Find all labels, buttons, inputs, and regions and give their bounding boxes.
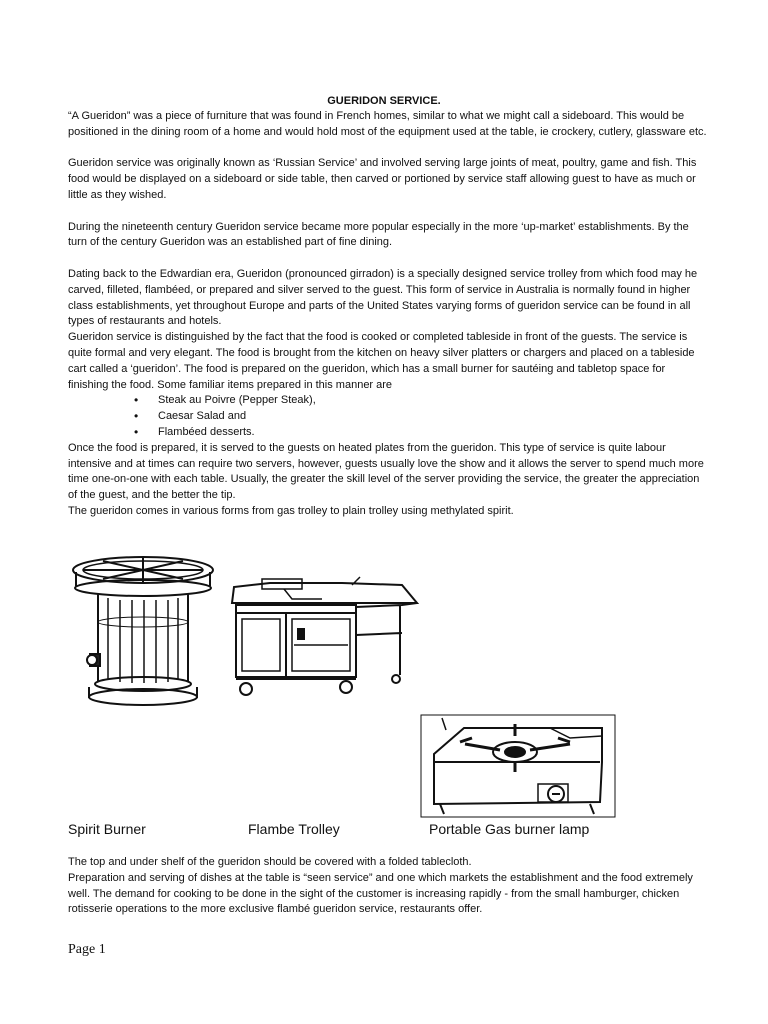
document-title: GUERIDON SERVICE. <box>327 95 441 107</box>
body-text-bottom <box>68 855 708 918</box>
paragraph-tablecloth: The top and under shelf of the gueridon should be covered with a folded tablecloth. <box>68 856 472 868</box>
dish-list <box>68 393 708 440</box>
caption-flambe-trolley: Flambe Trolley <box>248 821 340 837</box>
list-item: • Flambéed desserts. <box>68 425 708 441</box>
paragraph-serving: Once the food is prepared, it is served to the guests on heated plates from the gueridon. This type of service is quite labour intensive and at times can require two servers, however, guests usually love the show and it allows the server to spend much more time one-on-one with each table. Usually, the greater the skill level of the server providing the service, the greater the appreciation of the guest, and the better the tip. <box>68 441 704 502</box>
paragraph-gueridon-definition: “A Gueridon” was a piece of furniture that was found in French homes, similar to what we might call a sideboard. This would be positioned in the dining room of a home and would hold most of the equipment used at the table, ie crockery, cutlery, glassware etc. <box>68 110 707 138</box>
paragraph-russian-service: Gueridon service was originally known as ‘Russian Service’ and involved serving large joints of meat, poultry, game and fish. This food would be displayed on a sideboard or side table, then carved or portioned by service staff allowing guest to have as much or little as they wished. <box>68 157 697 201</box>
body-text-top <box>68 109 708 520</box>
paragraph-forms: The gueridon comes in various forms from gas trolley to plain trolley using methylated spirit. <box>68 504 514 517</box>
paragraph-edwardian-era: Dating back to the Edwardian era, Gueridon (pronounced girradon) is a specially designed service trolley from which food may he carved, filleted, flambéed, or prepared and silver served to the guest. This form of service in Australia is normally found in higher class establishments, yet throughout Europe and parts of the United States varying forms of gueridon service can be found in all types of restaurants and hotels. <box>68 267 698 328</box>
page-number: Page 1 <box>68 942 106 957</box>
list-item: • Steak au Poivre (Pepper Steak), <box>68 393 708 409</box>
list-item: • Caesar Salad and <box>68 409 708 425</box>
gas-burner-illustration <box>420 714 616 818</box>
caption-gas-burner: Portable Gas burner lamp <box>429 821 590 837</box>
spirit-burner-illustration <box>68 552 218 712</box>
paragraph-tableside: Gueridon service is distinguished by the fact that the food is cooked or completed tableside in front of the guests. The service is quite formal and very elegant. The food is brought from the kitchen on heavy silver platters or chargers and placed on a tableside cart called a ‘gueridon’. The food is prepared on the gueridon, which has a small burner for sautéing and tabletop space for finishing the food. Some familiar items prepared in this manner are <box>68 331 695 391</box>
flambe-trolley-illustration <box>222 575 422 700</box>
paragraph-nineteenth-century: During the nineteenth century Gueridon service became more popular especially in the more ‘up-market’ establishments. By the turn of the century Gueridon was an established part of fine dining. <box>68 220 689 249</box>
paragraph-seen-service: Preparation and serving of dishes at the table is “seen service” and one which markets the establishment and the food extremely well. The demand for cooking to be done in the sight of the customer is increasing rapidly - from the small hamburger, chicken rotisserie operations to the more exclusive flambé gueridon service, restaurants offer. <box>68 871 693 916</box>
caption-spirit-burner: Spirit Burner <box>68 821 146 837</box>
